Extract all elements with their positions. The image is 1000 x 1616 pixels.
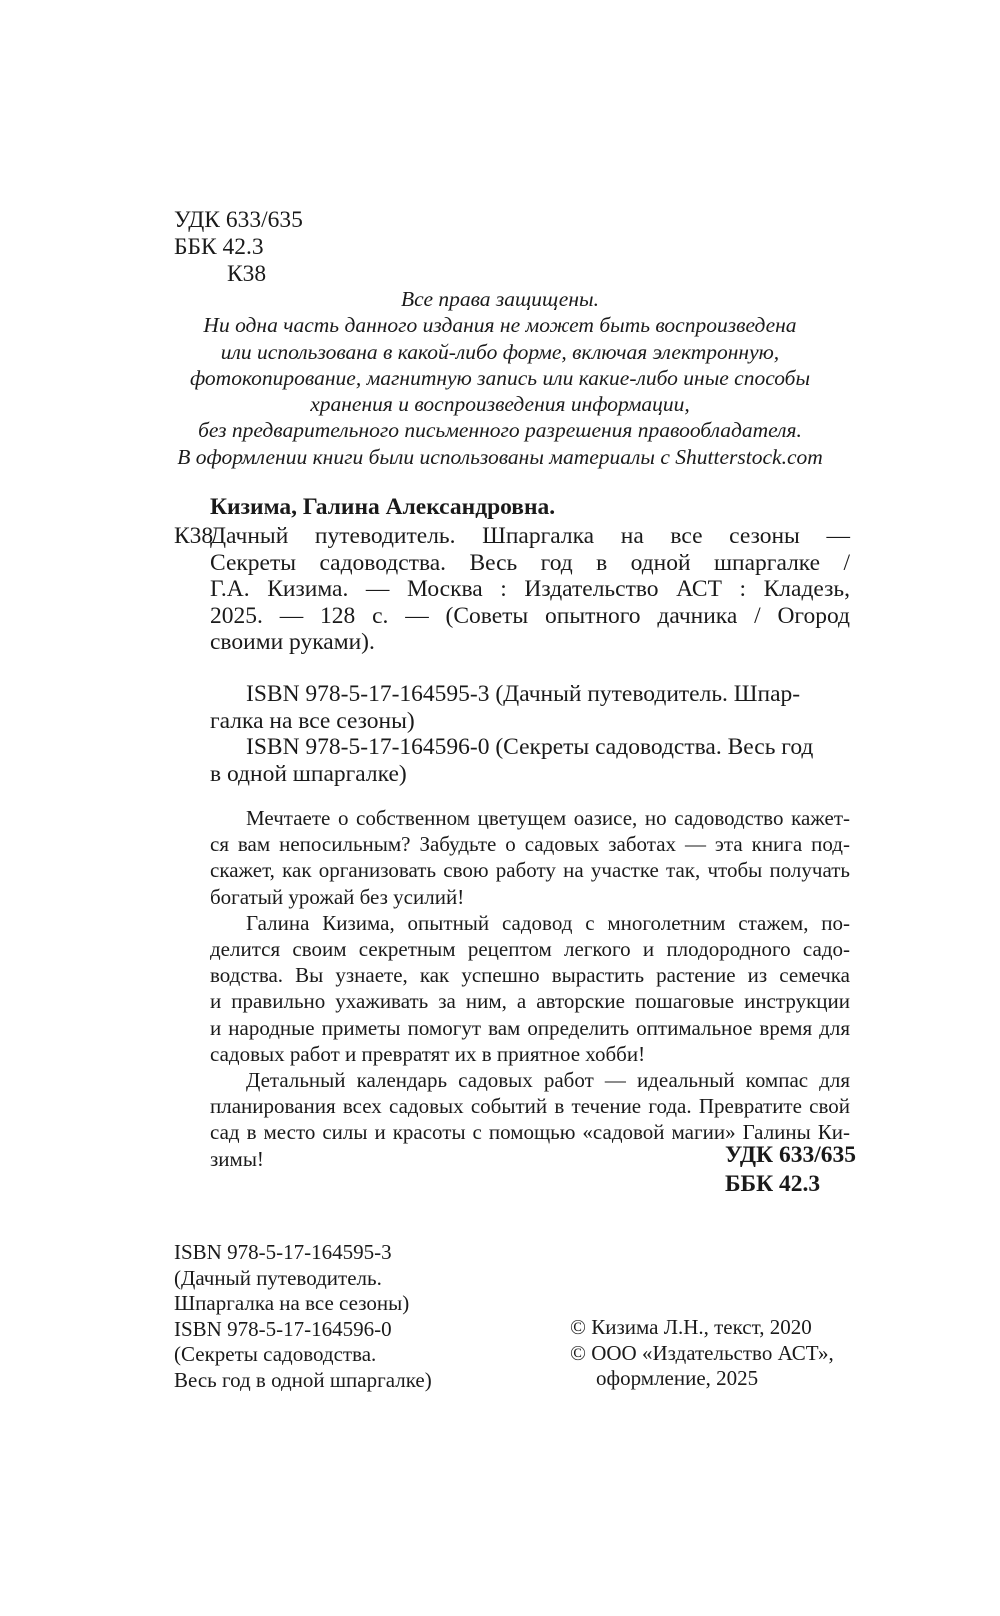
copyright-block	[570, 1315, 834, 1392]
rights-line: Ни одна часть данного издания не может быть воспроизведена	[203, 313, 797, 338]
bbk-code-bold: ББК 42.3	[725, 1171, 821, 1197]
isbn-block-line: (Секреты садоводства.	[174, 1342, 377, 1366]
annotation-line: Мечтаете о собственном цветущем оазисе, но садоводство кажет-	[246, 806, 850, 830]
annotation-line: планирования всех садовых событий в течение года. Превратите свой	[210, 1094, 850, 1119]
copyright-line: © Кизима Л.Н., текст, 2020	[570, 1315, 812, 1339]
isbn-line: галка на все сезоны)	[210, 707, 415, 734]
rights-line: В оформлении книги были использованы материалы с Shutterstock.com	[177, 444, 823, 469]
annotation-line: Галина Кизима, опытный садовод с многолетним стажем, по-	[246, 910, 850, 935]
annotation-line: зимы!	[210, 1146, 264, 1171]
copyright-line: © ООО «Издательство АСТ»,	[570, 1340, 834, 1365]
rights-line: без предварительного письменного разрешения правообладателя.	[198, 418, 802, 443]
isbn-block-line: Шпаргалка на все сезоны)	[174, 1291, 410, 1315]
annotation-line: садовых работ и превратят их в приятное хобби!	[210, 1041, 646, 1066]
catalog-line: Г.А. Кизима. — Москва : Издательство АСТ : Кладезь,	[210, 576, 850, 602]
annotation-line: ся вам непосильным? Забудьте о садовых заботах — эта книга под-	[210, 832, 850, 857]
rights-line: хранения и воспроизведения информации,	[310, 392, 690, 417]
rights-line: Все права защищены.	[401, 287, 599, 311]
rights-notice	[150, 286, 850, 470]
isbn-line: ISBN 978-5-17-164595-3 (Дачный путеводитель. Шпар-	[246, 681, 801, 707]
rights-line: или использована в какой-либо форме, включая электронную,	[220, 339, 780, 364]
annotation	[210, 805, 850, 1172]
isbn-block-line: (Дачный путеводитель.	[174, 1265, 382, 1290]
annotation-line: богатый урожай без усилий!	[210, 884, 465, 909]
catalog-isbn	[210, 681, 850, 787]
catalog-line: Дачный путеводитель. Шпаргалка на все сезоны —	[210, 523, 850, 549]
rights-line: фотокопирование, магнитную запись или какие-либо иные способы	[189, 365, 811, 390]
catalog-mark: К38	[174, 523, 214, 549]
copyright-line: оформление, 2025	[596, 1366, 759, 1390]
annotation-line: и правильно ухаживать за ним, а авторские пошаговые инструкции	[210, 989, 850, 1014]
isbn-block-line: ISBN 978-5-17-164595-3	[174, 1240, 392, 1264]
catalog-line: Секреты садоводства. Весь год в одной шпаргалке /	[210, 549, 850, 576]
isbn-block-line: Весь год в одной шпаргалке)	[174, 1367, 432, 1392]
udk-code: УДК 633/635	[174, 207, 303, 233]
isbn-line: в одной шпаргалке)	[210, 760, 407, 787]
catalog-line: 2025. — 128 с. — (Советы опытного дачника / Огород	[210, 602, 850, 629]
isbn-block-line: ISBN 978-5-17-164596-0	[174, 1316, 392, 1341]
annotation-line: водства. Вы узнаете, как успешно вырастить растение из семечка	[210, 963, 850, 988]
annotation-line: скажет, как организовать свою работу на участке так, чтобы получать	[210, 858, 850, 883]
catalog-line: своими руками).	[210, 629, 375, 655]
annotation-line: Детальный календарь садовых работ — идеальный компас для	[246, 1068, 850, 1093]
annotation-line: делится своим секретным рецептом легкого и плодородного садо-	[210, 937, 850, 962]
annotation-line: и народные приметы помогут вам определить оптимальное время для	[210, 1015, 850, 1040]
isbn-line: ISBN 978-5-17-164596-0 (Секреты садоводства. Весь год	[246, 734, 814, 760]
annotation-line: сад в место силы и красоты с помощью «садовой магии» Галины Ки-	[210, 1120, 850, 1145]
catalog-description	[210, 523, 850, 656]
author-mark: К38	[227, 261, 267, 287]
author-heading: Кизима, Галина Александровна.	[210, 494, 556, 520]
udk-code-bold: УДК 633/635	[725, 1142, 856, 1168]
bbk-code: ББК 42.3	[174, 234, 264, 260]
isbn-block	[174, 1240, 432, 1393]
